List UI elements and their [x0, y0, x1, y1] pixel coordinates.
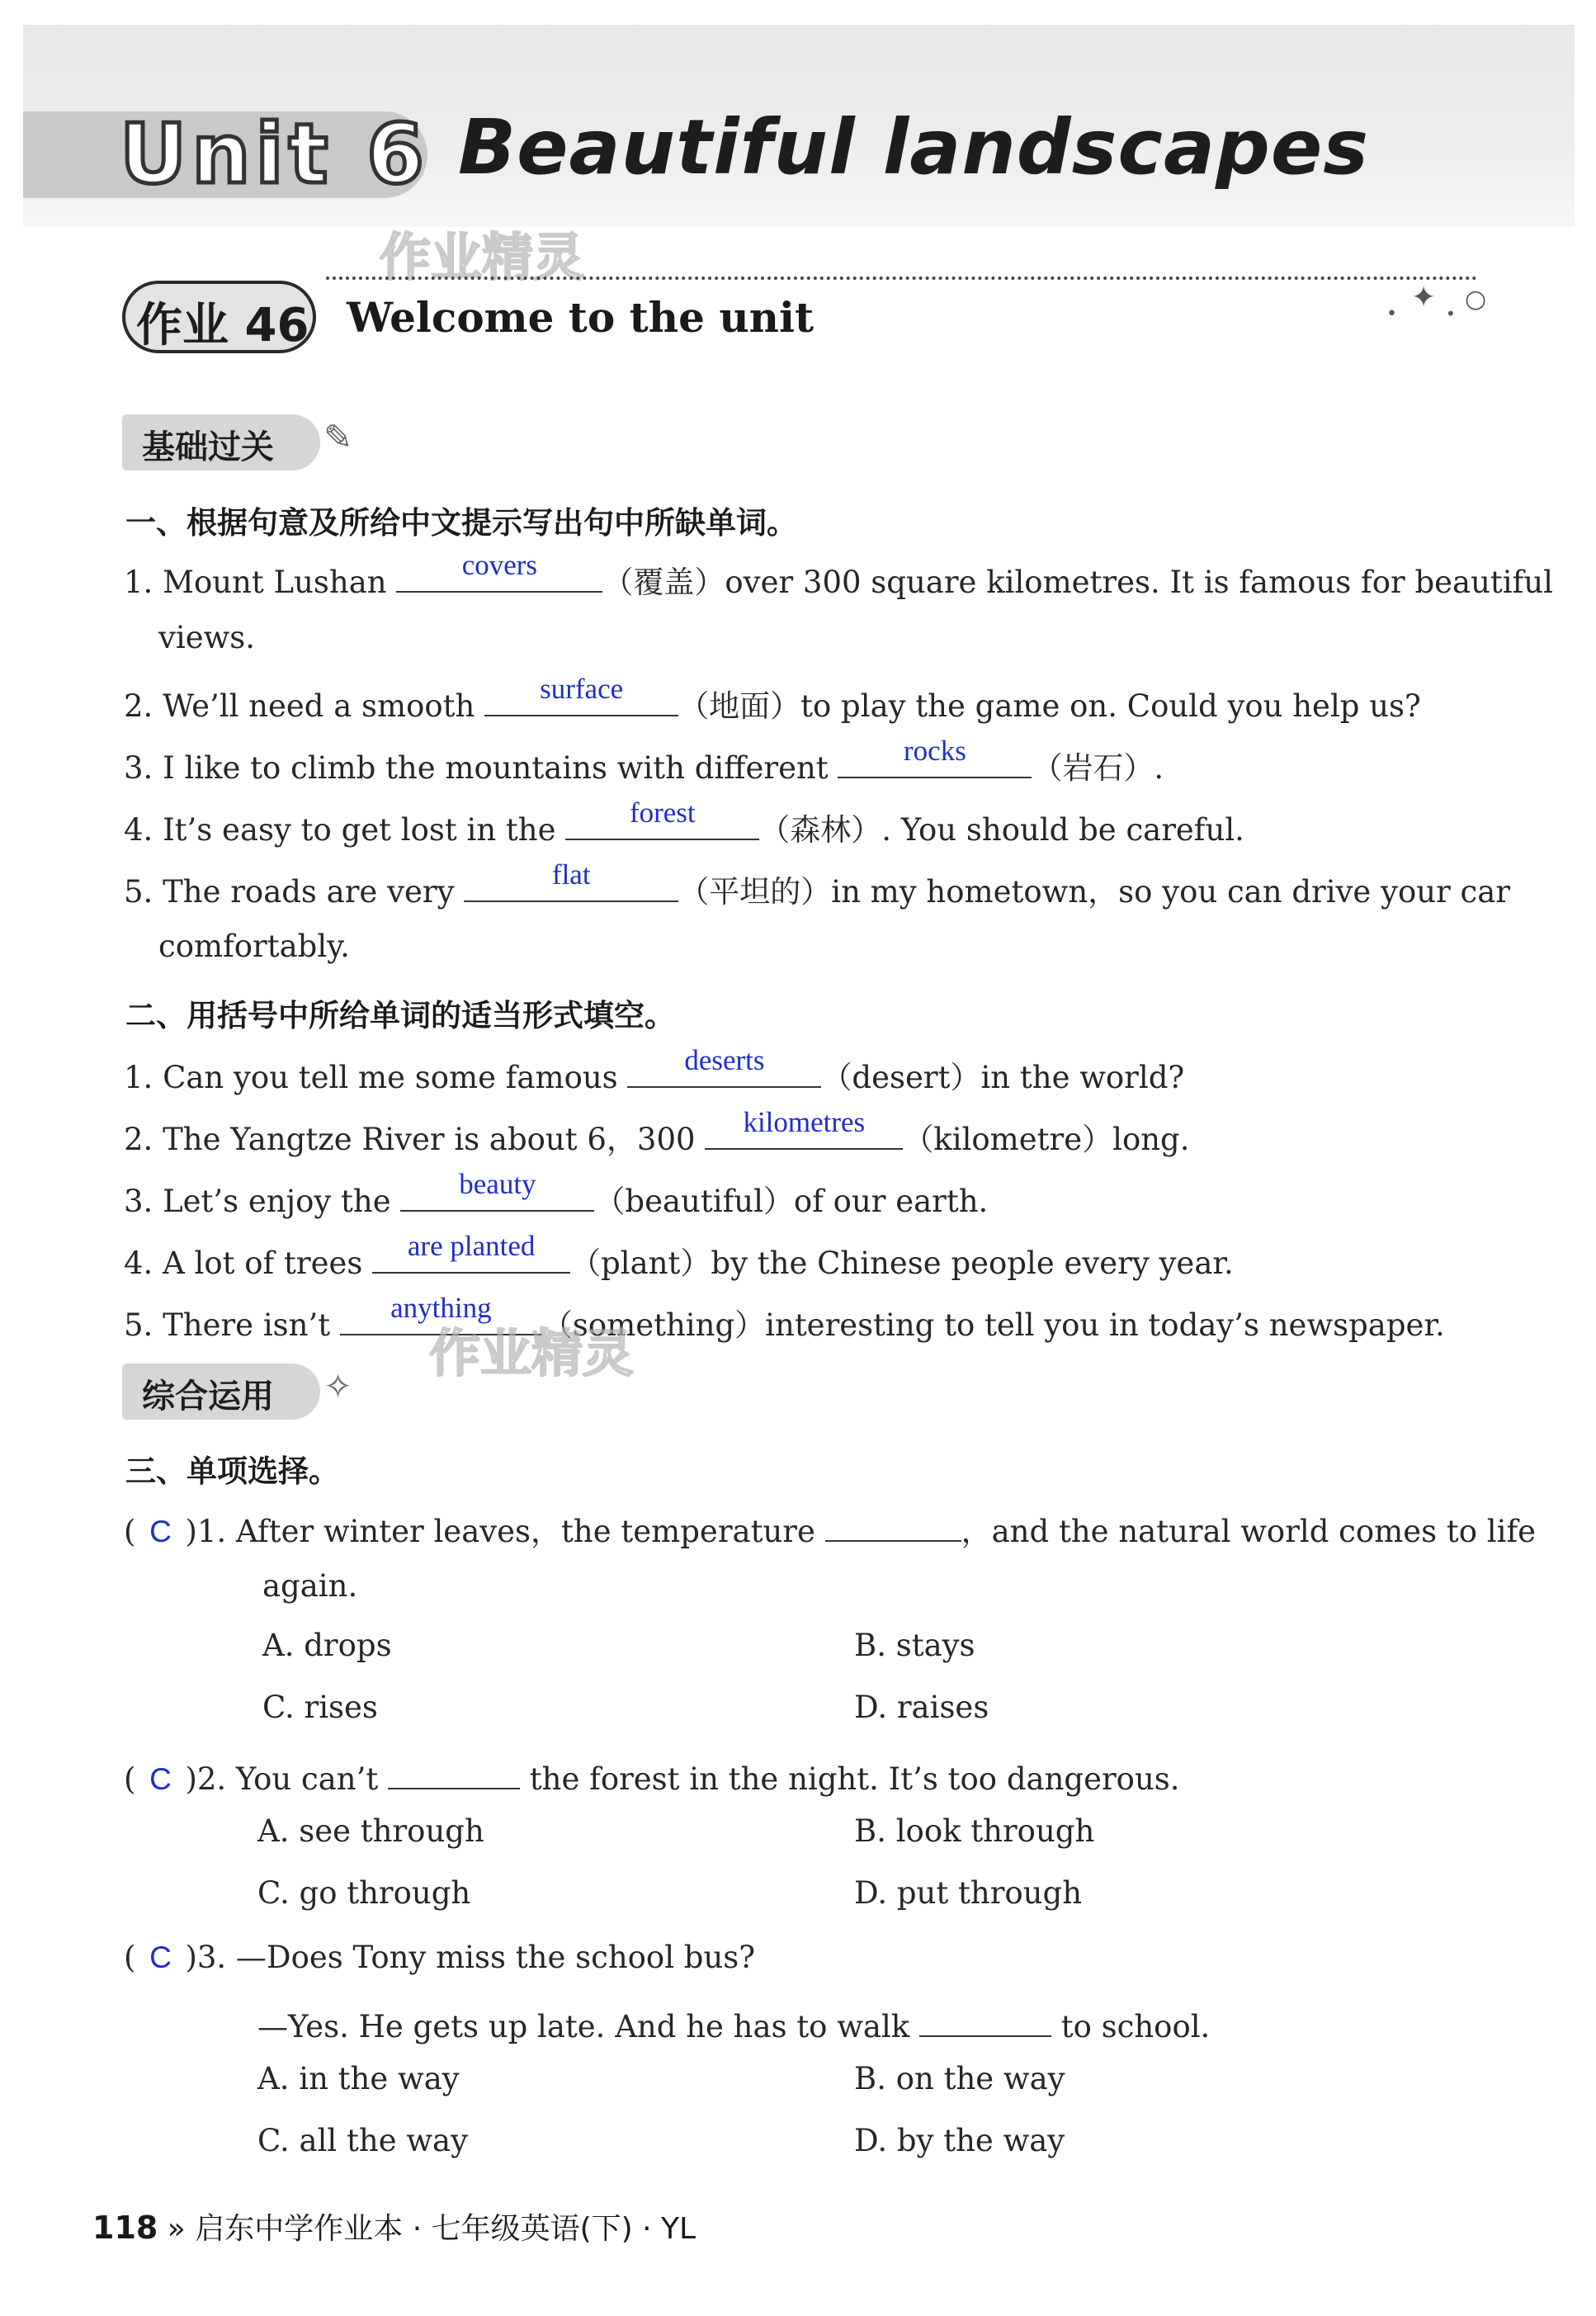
unit-label: Unit 6	[120, 106, 429, 202]
answer-blank[interactable]: kilometres	[705, 1112, 903, 1150]
dot-icon: •	[1386, 304, 1397, 324]
part1-item-2: 2. We’ll need a smooth surface （地面）to play the game on. Could you help us?	[124, 673, 1421, 724]
part1-item-1-cont: views.	[158, 620, 256, 655]
question-blank	[825, 1504, 961, 1542]
answer-blank[interactable]: covers	[396, 555, 602, 593]
part1-item-5-cont: comfortably.	[158, 929, 350, 964]
answer-blank[interactable]: beauty	[400, 1174, 594, 1212]
mc-answer[interactable]: C	[149, 1940, 172, 1974]
part1-heading: 一、根据句意及所给中文提示写出句中所缺单词。	[125, 505, 797, 541]
option-c[interactable]: C. all the way	[257, 2123, 468, 2158]
pencil-icon: ✎	[323, 417, 353, 457]
lesson-title: Welcome to the unit	[347, 293, 815, 342]
mc-question-3-line2: —Yes. He gets up late. And he has to walk to school.	[257, 1999, 1497, 2048]
question-blank	[919, 1999, 1051, 2037]
answer-blank[interactable]: rocks	[838, 740, 1032, 778]
page-number: 118	[92, 2210, 158, 2246]
double-chevron-icon: »	[167, 2212, 186, 2246]
book-title: 启东中学作业本 · 七年级英语(下) · YL	[195, 2212, 696, 2246]
lesson-badge-label: 作业 46	[136, 299, 309, 352]
option-b[interactable]: B. on the way	[854, 2061, 1065, 2096]
mc-question-1: ( C )1. After winter leaves，the temperature ，and the natural world comes to life	[124, 1504, 1497, 1553]
option-a[interactable]: A. drops	[262, 1628, 392, 1663]
sparkle-pen-icon: ✧	[323, 1366, 353, 1406]
answer-blank[interactable]: anything	[340, 1297, 542, 1335]
option-c[interactable]: C. rises	[262, 1690, 378, 1725]
dot-icon: •	[1446, 304, 1456, 324]
mc-question-3: ( C )3. —Does Tony miss the school bus?	[124, 1937, 1497, 1978]
option-d[interactable]: D. put through	[854, 1875, 1083, 1911]
answer-blank[interactable]: forest	[565, 802, 759, 840]
sparkle-icon: ✦	[1411, 281, 1437, 314]
part2-item-2: 2. The Yangtze River is about 6，300 kilometres （kilometre）long.	[124, 1106, 1190, 1157]
option-d[interactable]: D. by the way	[854, 2123, 1065, 2158]
unit-title: Beautiful landscapes	[458, 103, 1370, 191]
part1-item-5: 5. The roads are very flat （平坦的）in my hometown，so you can drive your car	[124, 858, 1511, 910]
option-a[interactable]: A. in the way	[257, 2061, 460, 2096]
circle-icon: ○	[1465, 285, 1487, 314]
part2-item-4: 4. A lot of trees are planted （plant）by the Chinese people every year.	[124, 1230, 1234, 1281]
option-b[interactable]: B. look through	[854, 1813, 1095, 1849]
answer-blank[interactable]: are planted	[372, 1236, 570, 1274]
option-d[interactable]: D. raises	[854, 1690, 989, 1725]
question-blank	[388, 1751, 520, 1789]
section-tag-applied: 综合运用	[122, 1364, 320, 1420]
answer-blank[interactable]: deserts	[627, 1050, 821, 1088]
mc-answer[interactable]: C	[149, 1762, 172, 1796]
part1-item-3: 3. I like to climb the mountains with different rocks （岩石）.	[124, 735, 1164, 786]
watermark-middle: 作业精灵	[429, 1323, 635, 1383]
part1-item-4: 4. It’s easy to get lost in the forest （森林）. You should be careful.	[124, 796, 1244, 848]
section-tag-basic: 基础过关	[122, 414, 320, 470]
part2-item-1: 1. Can you tell me some famous deserts （desert）in the world?	[124, 1044, 1185, 1095]
option-c[interactable]: C. go through	[257, 1875, 471, 1911]
part2-heading: 二、用括号中所给单词的适当形式填空。	[125, 998, 675, 1033]
mc-answer[interactable]: C	[149, 1515, 172, 1548]
part2-item-5: 5. There isn’t anything （something）interesting to tell you in today’s newspaper.	[124, 1292, 1445, 1343]
dotted-divider	[326, 277, 1477, 280]
part1-item-1: 1. Mount Lushan covers （覆盖）over 300 square kilometres. It is famous for beautiful	[124, 549, 1553, 600]
page-footer	[92, 2205, 696, 2247]
watermark-top: 作业精灵	[380, 227, 585, 287]
part3-heading: 三、单项选择。	[125, 1453, 339, 1489]
part2-item-3: 3. Let’s enjoy the beauty （beautiful）of our earth.	[124, 1168, 989, 1219]
mc-question-1-cont: again.	[262, 1568, 358, 1604]
option-a[interactable]: A. see through	[257, 1813, 484, 1849]
answer-blank[interactable]: surface	[484, 678, 678, 716]
answer-blank[interactable]: flat	[464, 864, 678, 902]
option-b[interactable]: B. stays	[854, 1628, 975, 1663]
mc-question-2: ( C )2. You can’t the forest in the night. It’s too dangerous.	[124, 1751, 1497, 1800]
